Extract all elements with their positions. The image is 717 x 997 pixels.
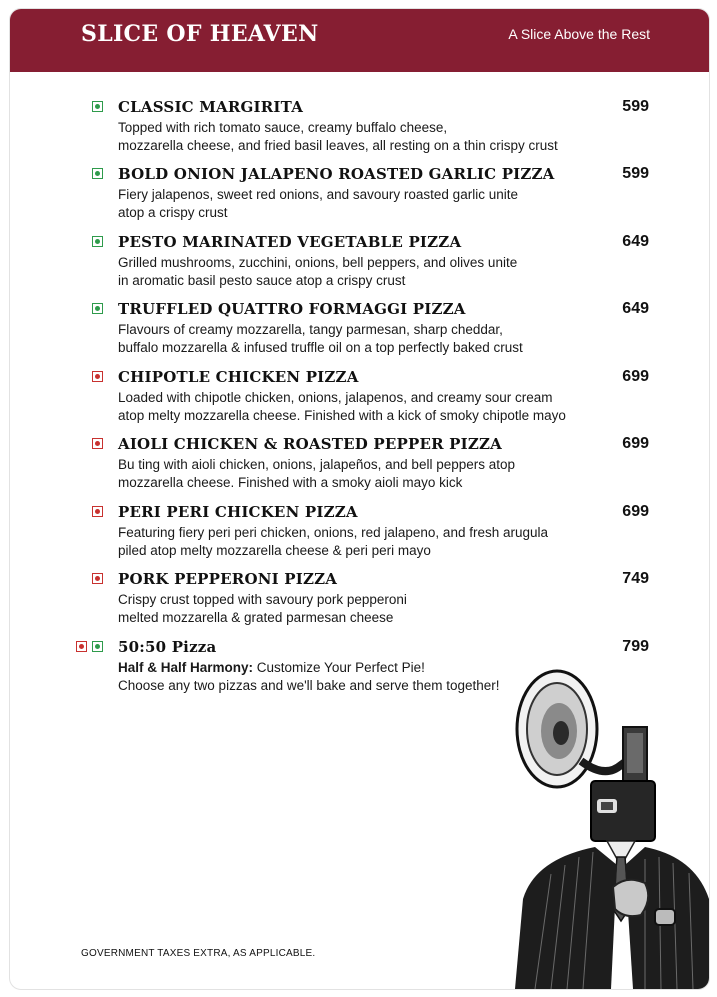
tagline: A Slice Above the Rest [508,26,650,42]
item-description [118,186,518,221]
item-description-line: atop melty mozzarella cheese. Finished with a kick of smoky chipotle mayo [118,407,566,423]
gramophone-man-illustration [495,669,709,989]
description-lead: Half & Half Harmony: [118,660,254,675]
item-price: 749 [622,570,649,587]
item-description-line: Fiery jalapenos, sweet red onions, and savoury roasted garlic unite [118,187,518,202]
brand-title: SLICE OF HEAVEN [81,21,319,47]
item-price: 799 [622,638,649,655]
veg-mark-icon [92,168,103,179]
header-bar [10,9,709,72]
item-description [118,456,515,491]
non-veg-mark-icon [92,506,103,517]
item-description-line: Grilled mushrooms, zucchini, onions, bell peppers, and olives unite [118,255,518,270]
item-description-line: Flavours of creamy mozzarella, tangy parmesan, sharp cheddar, [118,322,503,337]
non-veg-mark-icon [92,438,103,449]
item-description [118,254,517,289]
item-price: 599 [622,165,649,182]
non-veg-mark-icon [76,641,87,652]
item-description-line: piled atop melty mozzarella cheese & peri peri mayo [118,542,431,558]
item-price: 649 [622,233,649,250]
item-name: 50:50 Pizza [118,638,217,656]
item-description-line [118,659,500,677]
item-description-line: buffalo mozzarella & infused truffle oil on a top perfectly baked crust [118,339,523,355]
item-name: PERI PERI CHICKEN PIZZA [118,503,358,521]
item-price: 649 [622,300,649,317]
veg-mark-icon [92,236,103,247]
veg-mark-icon [92,641,103,652]
item-description [118,591,407,626]
item-name: AIOLI CHICKEN & ROASTED PEPPER PIZZA [118,435,502,453]
veg-mark-icon [92,303,103,314]
item-price: 699 [622,368,649,385]
menu-card [9,8,710,990]
item-price: 699 [622,435,649,452]
item-description [118,389,566,424]
veg-mark-icon [92,101,103,112]
item-description-line: Bu ting with aioli chicken, onions, jalapeños, and bell peppers atop [118,457,516,472]
item-name: CHIPOTLE CHICKEN PIZZA [118,368,359,386]
item-description-line: atop a crispy crust [118,204,228,220]
item-description-line: Choose any two pizzas and we'll bake and serve them together! [118,677,500,693]
item-description-line: mozzarella cheese. Finished with a smoky aioli mayo kick [118,474,463,490]
non-veg-mark-icon [92,573,103,584]
item-description-line: in aromatic basil pesto sauce atop a crispy crust [118,272,406,288]
tax-note: GOVERNMENT TAXES EXTRA, AS APPLICABLE. [81,948,316,959]
item-description-line: mozzarella cheese, and fried basil leaves, all resting on a thin crispy crust [118,137,558,153]
item-description [118,524,548,559]
item-price: 599 [622,98,649,115]
item-description [118,119,558,154]
item-price: 699 [622,503,649,520]
description-rest: Customize Your Perfect Pie! [253,660,425,675]
item-name: BOLD ONION JALAPENO ROASTED GARLIC PIZZA [118,165,555,183]
item-description-line: Crispy crust topped with savoury pork pepperoni [118,592,407,607]
item-description-line: melted mozzarella & grated parmesan cheese [118,609,394,625]
item-name: PESTO MARINATED VEGETABLE PIZZA [118,233,462,251]
item-name: CLASSIC MARGIRITA [118,98,304,116]
item-description [118,321,523,356]
item-name: PORK PEPPERONI PIZZA [118,570,338,588]
item-description-line: Featuring fiery peri peri chicken, onions, red jalapeno, and fresh arugula [118,525,549,540]
item-description [118,659,500,694]
non-veg-mark-icon [92,371,103,382]
item-description-line: Loaded with chipotle chicken, onions, jalapenos, and creamy sour cream [118,390,553,405]
item-name: TRUFFLED QUATTRO FORMAGGI PIZZA [118,300,466,318]
item-description-line: Topped with rich tomato sauce, creamy buffalo cheese, [118,120,448,135]
